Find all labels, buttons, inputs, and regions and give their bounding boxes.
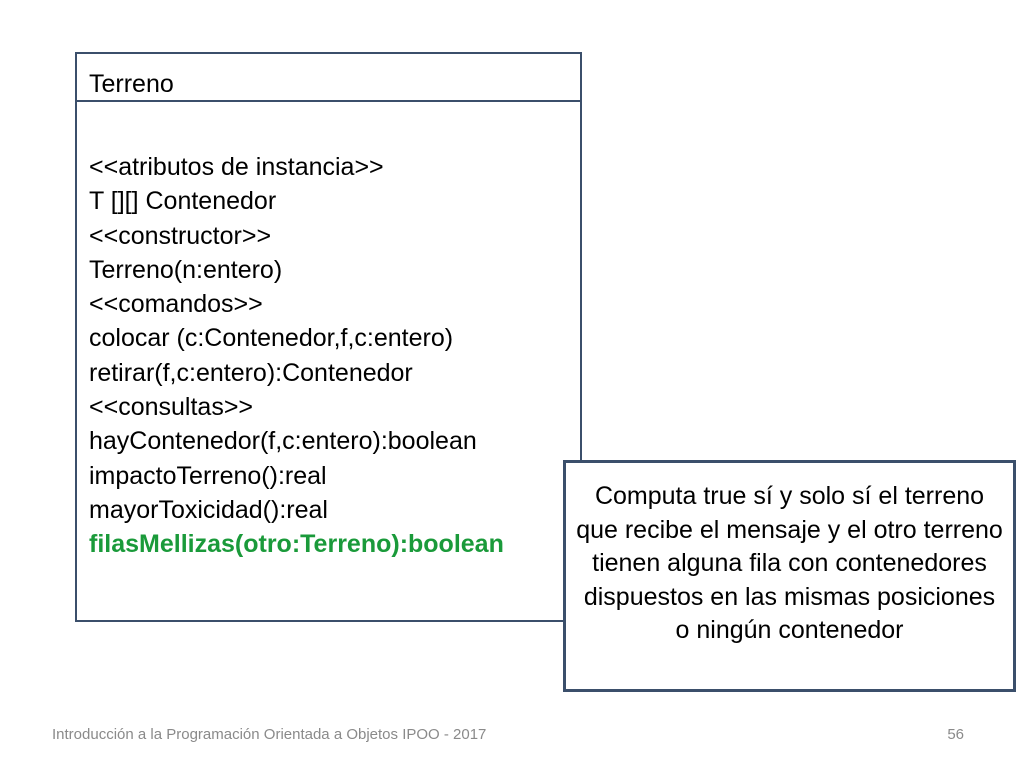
uml-stereotype-commands: <<comandos>> — [89, 290, 263, 319]
page-number: 56 — [947, 726, 964, 743]
footer-text: Introducción a la Programación Orientada a Objetos IPOO - 2017 — [52, 726, 487, 743]
uml-method-colocar: colocar (c:Contenedor,f,c:entero) — [89, 324, 454, 353]
uml-stereotype-constructor: <<constructor>> — [89, 221, 272, 250]
uml-method-hay-contenedor: hayContenedor(f,c:entero):boolean — [89, 427, 477, 456]
note-box — [563, 460, 1016, 692]
uml-class-box — [75, 52, 582, 622]
uml-method-mayor-toxicidad: mayorToxicidad():real — [89, 495, 328, 524]
uml-method-retirar: retirar(f,c:entero):Contenedor — [89, 358, 413, 387]
uml-class-members — [77, 102, 580, 562]
uml-stereotype-attributes: <<atributos de instancia>> — [89, 153, 384, 181]
uml-stereotype-queries: <<consultas>> — [89, 393, 254, 422]
uml-constructor: Terreno(n:entero) — [89, 255, 283, 284]
uml-attribute: T [][] Contenedor — [89, 187, 277, 216]
uml-method-filas-mellizas: filasMellizas(otro:Terreno):boolean — [89, 530, 504, 559]
uml-method-impacto-terreno: impactoTerreno():real — [89, 461, 327, 490]
note-text: Computa true sí y solo sí el terreno que recibe el mensaje y el otro terreno tienen alguna fila con contenedores dispuestos en las mismas posiciones o ningún contenedor — [576, 482, 1003, 644]
uml-class-name: Terreno — [77, 54, 580, 102]
